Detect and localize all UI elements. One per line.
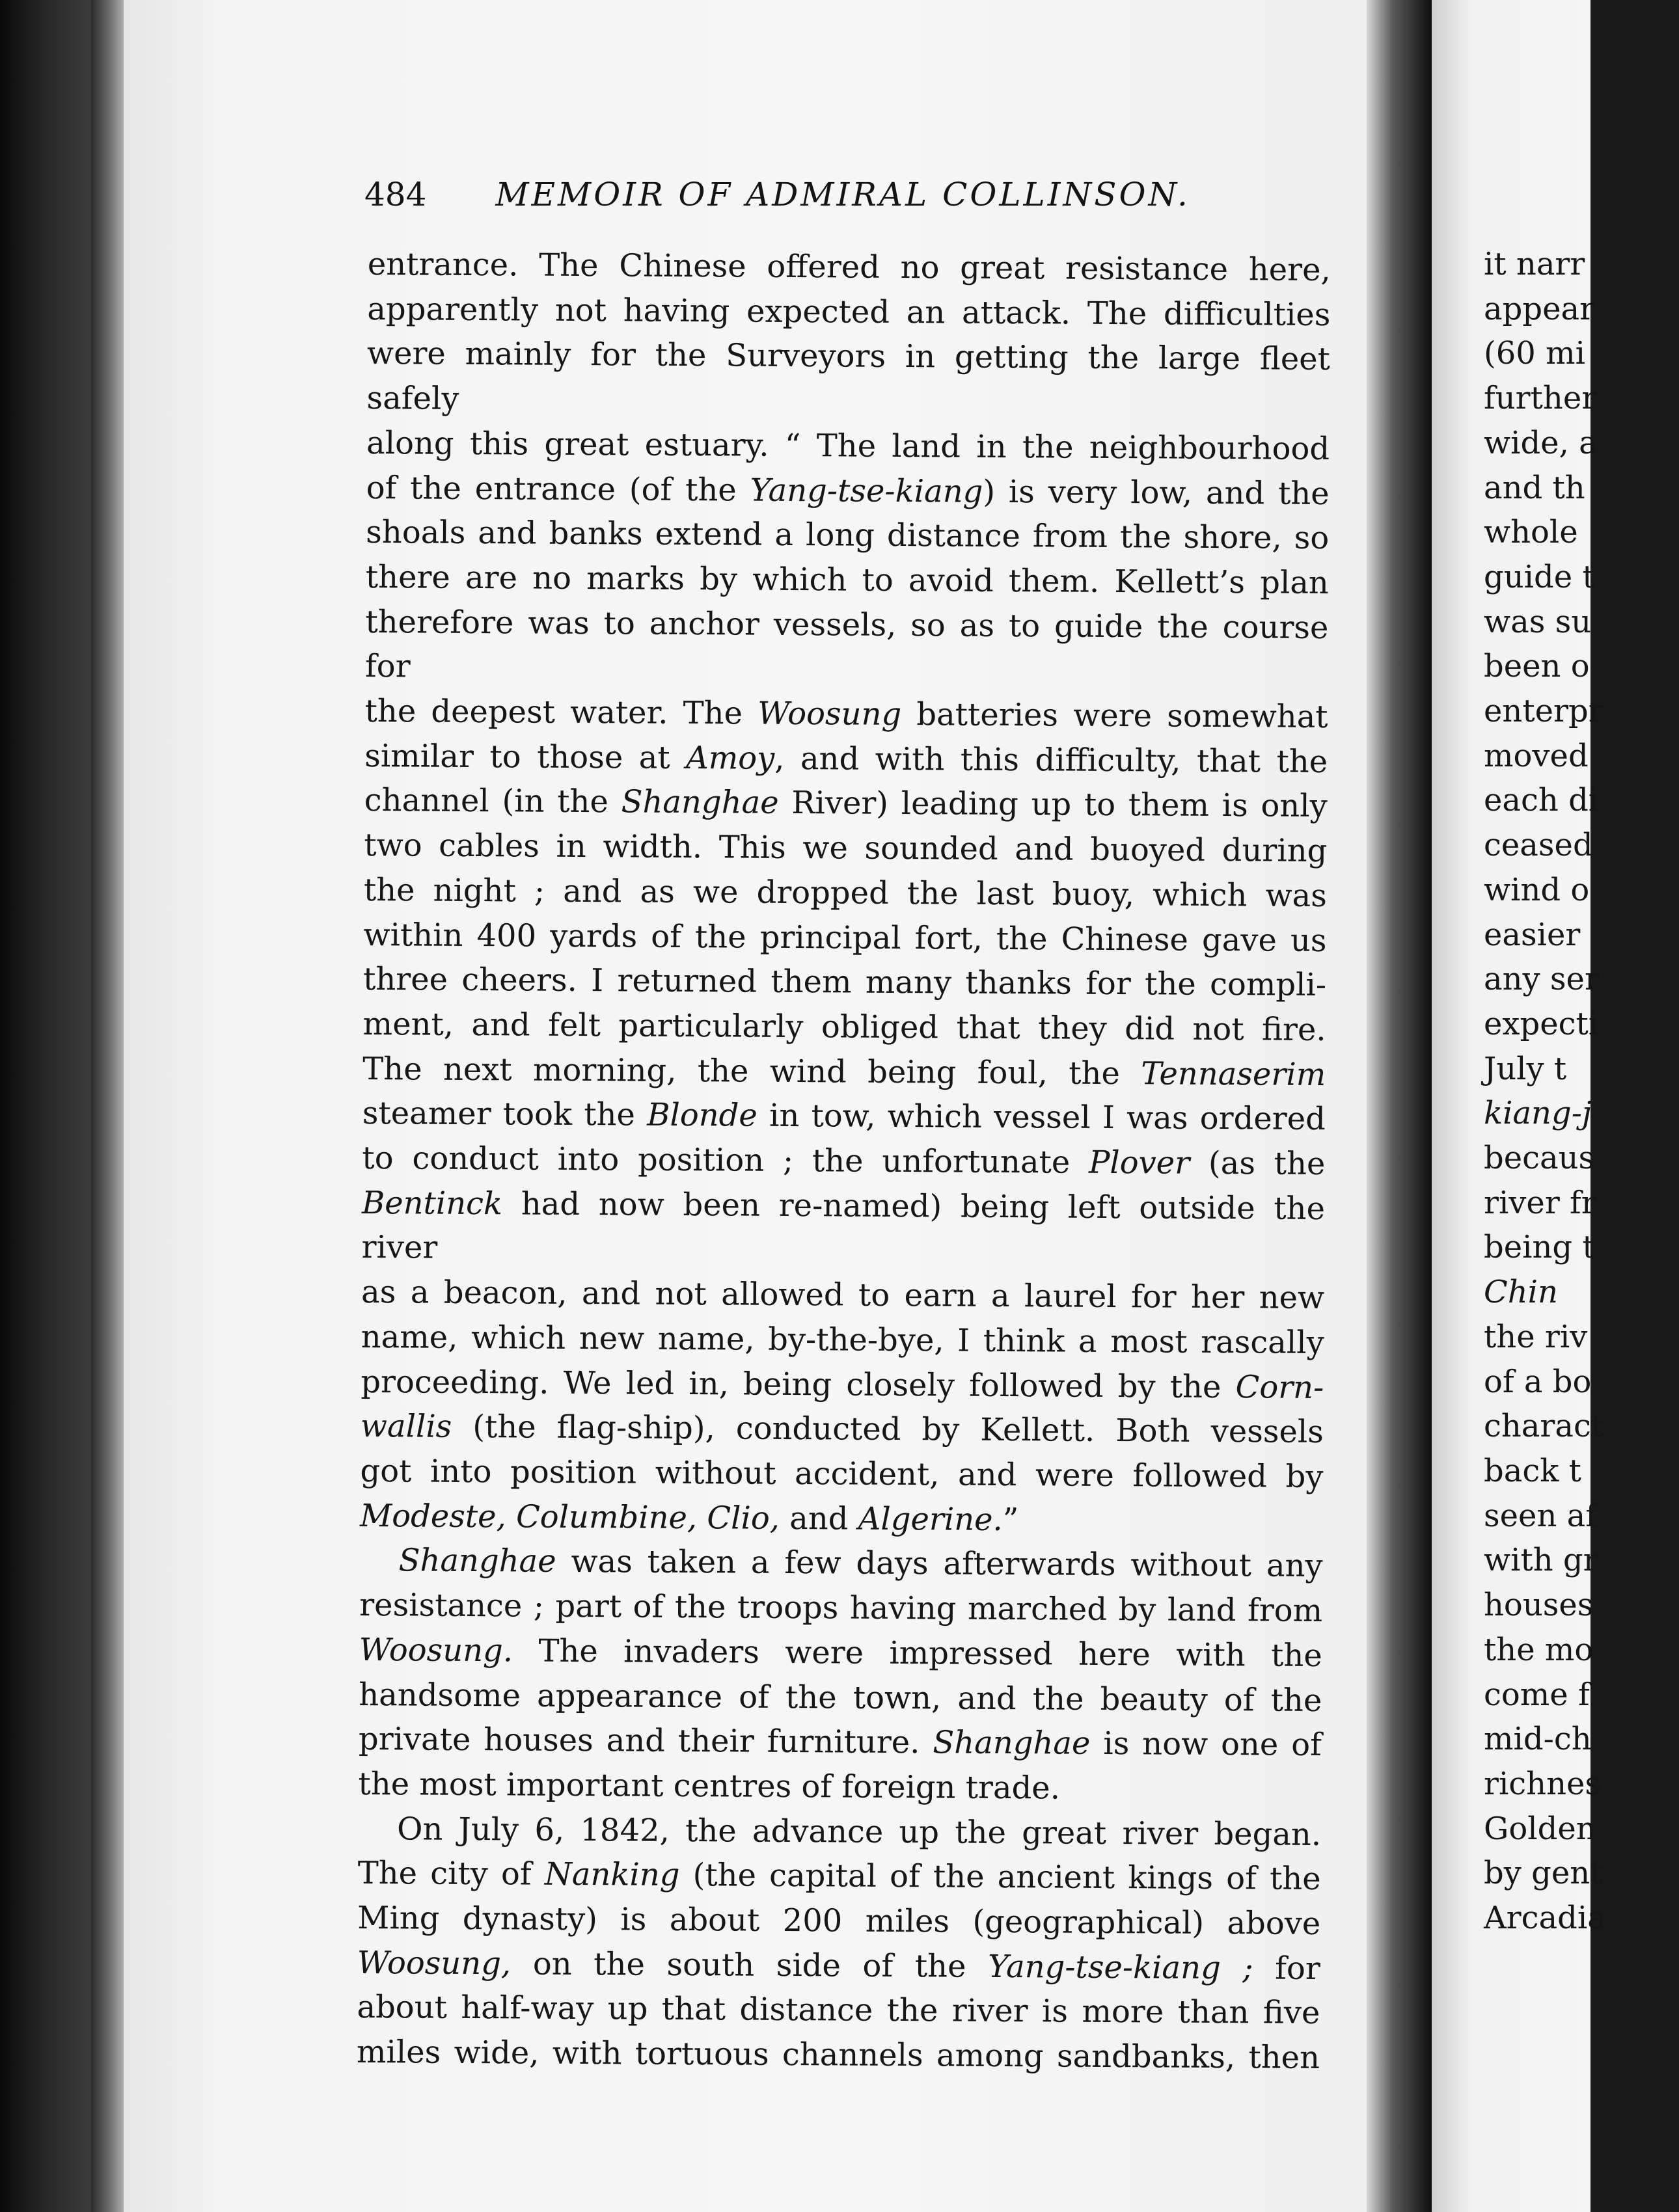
facing-text-line — [1484, 331, 1679, 376]
text-run: two cables in width. This we sounded and buoyed during — [364, 827, 1328, 870]
text-run: had now been re-named) being left outside the river — [361, 1185, 1326, 1267]
facing-text-line — [1484, 466, 1679, 511]
facing-text-line — [1484, 242, 1679, 287]
facing-text-line — [1484, 421, 1679, 466]
text-run: was su — [1484, 603, 1592, 640]
italic-text: Modeste, Columbine, Clio, — [359, 1497, 780, 1537]
text-run: to conduct into position ; the unfortunate — [362, 1140, 1089, 1181]
facing-text-line — [1484, 1002, 1679, 1047]
text-line — [361, 1404, 1324, 1455]
facing-text-line — [1484, 689, 1679, 734]
text-line — [361, 1181, 1325, 1276]
italic-text: Corn- — [1235, 1368, 1324, 1406]
italic-text: Shanghae — [933, 1724, 1091, 1762]
text-run: resistance ; part of the troops having marched by land from — [359, 1587, 1323, 1630]
facing-text-line — [1484, 957, 1679, 1002]
text-run: batteries were somewhat — [901, 696, 1328, 736]
text-line — [366, 331, 1330, 426]
text-line — [361, 1315, 1324, 1366]
text-run: handsome appearance of the town, and the beauty of the — [359, 1676, 1322, 1719]
facing-page-text — [1484, 242, 1679, 1941]
text-run: Arcadia — [1484, 1900, 1606, 1937]
text-run: July t — [1484, 1050, 1567, 1087]
text-run: of a bo — [1484, 1363, 1592, 1400]
running-head — [364, 176, 1190, 213]
text-line — [362, 1091, 1326, 1142]
text-line — [364, 734, 1328, 785]
text-run: easier — [1484, 916, 1581, 953]
text-line — [364, 823, 1327, 874]
text-run: each di — [1484, 782, 1599, 819]
text-run: been o — [1484, 648, 1590, 685]
text-line — [359, 1538, 1322, 1589]
text-run: richnes — [1484, 1765, 1602, 1802]
text-line — [364, 689, 1328, 740]
text-run: was taken a few days afterwards without any — [556, 1543, 1323, 1585]
facing-text-line — [1484, 644, 1679, 689]
text-run: name, which new name, by-the-bye, I think a most rascally — [361, 1318, 1324, 1361]
text-run: guide t — [1484, 558, 1595, 595]
text-line — [358, 1762, 1321, 1813]
book-gutter — [1367, 0, 1432, 2212]
text-run: with gr — [1484, 1542, 1598, 1579]
text-run: on the south side of the — [510, 1945, 989, 1985]
text-run: the deepest water. The — [364, 693, 758, 732]
body-text — [357, 242, 1331, 2081]
facing-text-line — [1484, 1047, 1679, 1092]
text-run: about half-way up that distance the river is more than five — [357, 1989, 1320, 2032]
text-run: proceeding. We led in, being closely followed by the — [361, 1363, 1236, 1405]
italic-text: Tennaserim — [1141, 1055, 1326, 1093]
text-run: On July 6, 1842, the advance up the great river began. — [396, 1810, 1322, 1853]
facing-text-line — [1484, 510, 1679, 555]
text-run: (60 mi — [1484, 335, 1585, 372]
italic-text: Bentinck — [361, 1184, 503, 1222]
facing-text-line — [1484, 1896, 1679, 1941]
italic-text: Nanking — [544, 1856, 680, 1894]
facing-text-line — [1484, 913, 1679, 958]
italic-text: Woosung, — [357, 1944, 512, 1982]
page-number: 484 — [364, 176, 427, 213]
facing-text-line — [1484, 778, 1679, 823]
text-line — [362, 1002, 1326, 1053]
text-line — [364, 778, 1328, 829]
text-line — [366, 421, 1330, 472]
text-line — [367, 287, 1330, 338]
text-run: The next morning, the wind being foul, the — [362, 1050, 1141, 1092]
facing-text-line — [1484, 1807, 1679, 1852]
text-run: Ming dynasty) is about 200 miles (geographical) above — [357, 1899, 1321, 1943]
text-run: Golden — [1484, 1810, 1596, 1847]
text-run: and — [779, 1500, 858, 1537]
text-run: expecti — [1484, 1005, 1599, 1042]
text-run: river fr — [1484, 1184, 1596, 1221]
text-run: River) leading up to them is only — [778, 785, 1328, 825]
facing-text-line — [1484, 1538, 1679, 1583]
text-run: mid-ch — [1484, 1721, 1592, 1758]
text-run: whole — [1484, 514, 1578, 551]
text-line — [357, 1985, 1320, 2036]
text-run: (the flag-ship), conducted by Kellett. Both vessels — [452, 1409, 1324, 1451]
text-run: as a beacon, and not allowed to earn a laurel for her new — [361, 1274, 1325, 1317]
text-run: similar to those at — [364, 737, 687, 776]
text-run: along this great estuary. “ The land in the neighbourhood — [366, 424, 1330, 467]
text-run: were mainly for the Surveyors in getting the large fleet safely — [366, 335, 1331, 417]
facing-text-line — [1484, 1762, 1679, 1807]
facing-text-line — [1484, 823, 1679, 868]
text-run: further — [1484, 380, 1597, 417]
text-run: any ser — [1484, 961, 1600, 998]
italic-text: Woosung. — [359, 1631, 513, 1669]
text-run: wind o — [1484, 871, 1590, 908]
text-line — [359, 1717, 1322, 1768]
text-run: the riv — [1484, 1318, 1588, 1355]
text-line — [357, 1941, 1320, 1991]
running-title: MEMOIR OF ADMIRAL COLLINSON. — [495, 176, 1190, 213]
italic-text: Blonde — [647, 1097, 758, 1135]
italic-text: Shanghae — [621, 783, 779, 822]
text-line — [366, 510, 1329, 561]
text-run: is now one of — [1090, 1725, 1322, 1764]
text-run: the most important centres of foreign trade. — [358, 1765, 1061, 1807]
text-run: channel (in the — [364, 782, 621, 820]
italic-text: Chin — [1484, 1274, 1558, 1311]
text-line — [366, 466, 1329, 517]
text-line — [360, 1449, 1323, 1500]
italic-text: Amoy — [685, 739, 775, 777]
text-run: moved — [1484, 737, 1589, 774]
text-line — [360, 1494, 1323, 1544]
text-run: there are no marks by which to avoid them. Kellett’s plan — [365, 558, 1329, 601]
text-line — [361, 1270, 1324, 1321]
facing-text-line — [1484, 1360, 1679, 1405]
text-run: ) is very low, and the — [983, 473, 1330, 512]
facing-text-line — [1484, 1449, 1679, 1494]
italic-text: Yang-tse-kiang ; — [987, 1948, 1253, 1987]
text-run: and th — [1484, 469, 1585, 506]
text-run: (as the — [1189, 1144, 1326, 1183]
text-run: it narr — [1484, 246, 1585, 282]
italic-text: Plover — [1088, 1144, 1190, 1181]
text-line — [364, 868, 1327, 919]
text-line — [365, 600, 1329, 695]
facing-text-line — [1484, 1673, 1679, 1718]
text-run: therefore was to anchor vessels, so as to guide the course for — [364, 603, 1329, 685]
text-run: of the entrance (of the — [366, 469, 750, 509]
text-run: wide, a — [1484, 424, 1598, 461]
text-run: , and with this difficulty, that the — [774, 740, 1328, 780]
text-line — [359, 1583, 1322, 1634]
text-line — [366, 555, 1329, 606]
facing-text-line — [1484, 287, 1679, 332]
text-run: charact — [1484, 1408, 1604, 1445]
text-run: back t — [1484, 1452, 1581, 1489]
text-run: The city of — [357, 1855, 545, 1893]
facing-text-line — [1484, 1315, 1679, 1360]
text-run: apparently not having expected an attack. The difficulties — [367, 290, 1331, 333]
text-run: houses — [1484, 1587, 1594, 1624]
text-run: shoals and banks extend a long distance from the shore, so — [366, 514, 1330, 557]
text-run: the night ; and as we dropped the last buoy, which was — [363, 871, 1328, 914]
text-run: becaus — [1484, 1140, 1595, 1177]
text-run: entrance. The Chinese offered no great resistance here, — [367, 245, 1331, 289]
text-line — [368, 242, 1331, 293]
text-run: enterpr — [1484, 693, 1604, 730]
facing-text-line — [1484, 1136, 1679, 1181]
text-run: ment, and felt particularly obliged that they did not fire. — [362, 1005, 1326, 1048]
text-run: ceased — [1484, 827, 1593, 864]
text-run: in tow, which vessel I was ordered — [757, 1098, 1326, 1138]
facing-text-line — [1484, 1717, 1679, 1762]
italic-text: Algerine. — [858, 1500, 1003, 1538]
text-run: the mo — [1484, 1631, 1594, 1668]
facing-text-line — [1484, 1270, 1679, 1315]
facing-text-line — [1484, 555, 1679, 600]
text-run: being t — [1484, 1229, 1595, 1266]
text-run: miles wide, with tortuous channels among sandbanks, then — [356, 2034, 1320, 2077]
text-run: (the capital of the ancient kings of the — [679, 1857, 1321, 1898]
italic-text: kiang-j — [1484, 1095, 1592, 1132]
text-run: come f — [1484, 1676, 1590, 1713]
text-run: within 400 yards of the principal fort, the Chinese gave us — [363, 916, 1327, 959]
book-spine — [0, 0, 91, 2212]
italic-text: Woosung — [757, 695, 902, 733]
facing-text-line — [1484, 1494, 1679, 1539]
facing-text-line — [1484, 600, 1679, 645]
facing-text-line — [1484, 1851, 1679, 1896]
italic-text: wallis — [360, 1408, 452, 1446]
text-run: seen af — [1484, 1497, 1597, 1534]
text-line — [362, 1136, 1325, 1187]
facing-text-line — [1484, 868, 1679, 913]
facing-text-line — [1484, 1404, 1679, 1449]
text-line — [359, 1628, 1322, 1679]
text-run: appear — [1484, 290, 1595, 327]
facing-text-line — [1484, 1091, 1679, 1136]
text-line — [359, 1672, 1322, 1723]
text-run: steamer took the — [362, 1095, 648, 1134]
text-run: got into position without accident, and were followed by — [360, 1452, 1324, 1495]
facing-text-line — [1484, 734, 1679, 779]
text-run: three cheers. I returned them many thanks for the compli- — [362, 961, 1327, 1004]
facing-text-line — [1484, 1583, 1679, 1628]
text-line — [363, 957, 1326, 1008]
italic-text: Shanghae — [398, 1542, 556, 1580]
facing-text-line — [1484, 1181, 1679, 1226]
text-line — [362, 1047, 1326, 1098]
text-line — [363, 913, 1326, 964]
facing-text-line — [1484, 376, 1679, 421]
text-run: private houses and their furniture. — [358, 1721, 933, 1761]
facing-text-line — [1484, 1225, 1679, 1270]
text-line — [361, 1360, 1324, 1410]
text-run: ” — [1002, 1501, 1019, 1538]
text-line — [358, 1807, 1321, 1857]
text-run: by gent — [1484, 1855, 1603, 1892]
text-run: for — [1253, 1950, 1321, 1987]
text-line — [357, 1851, 1320, 1902]
text-line — [357, 1896, 1320, 1947]
text-line — [357, 2030, 1320, 2081]
italic-text: Yang-tse-kiang — [750, 472, 983, 510]
text-run: The invaders were impressed here with the — [512, 1632, 1322, 1674]
facing-text-line — [1484, 1628, 1679, 1673]
